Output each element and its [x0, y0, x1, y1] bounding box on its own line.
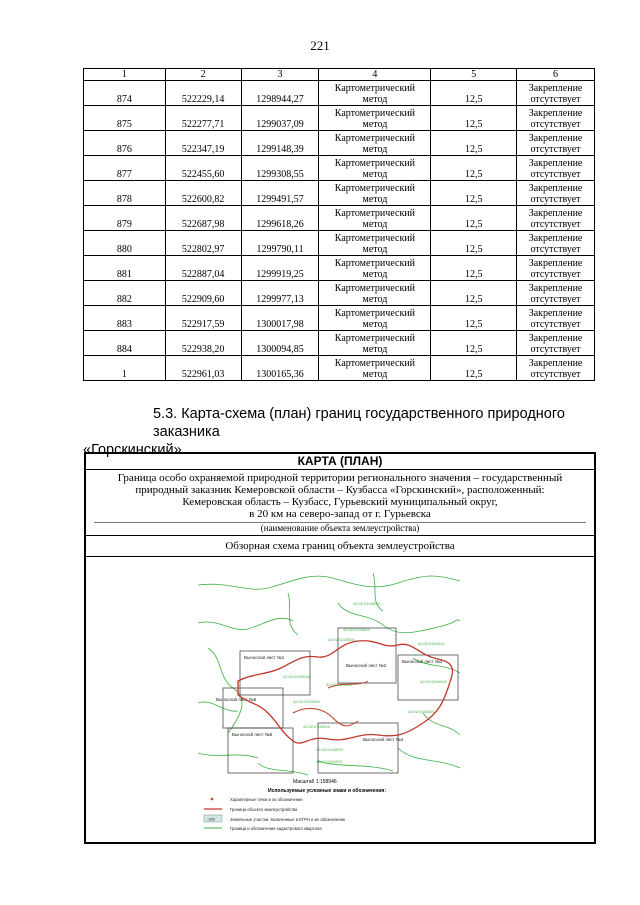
map-title: КАРТА (ПЛАН) — [86, 454, 594, 470]
table-cell — [319, 206, 431, 231]
legend-item-text: Характерные точки и их обозначение — [230, 797, 303, 802]
table-cell-line: отсутствует — [530, 244, 581, 255]
table-cell-line: метод — [362, 169, 388, 180]
table-cell — [517, 281, 595, 306]
sheet-label: Выносной лист №6 — [216, 697, 257, 702]
table-header-cell: 4 — [319, 69, 431, 81]
table-row — [84, 231, 595, 256]
map-overview-title: Обзорная схема границ объекта землеустройства — [86, 536, 594, 557]
legend-item-text: Земельные участки, включенные в ЕГРН и их обозначение — [230, 817, 346, 822]
table-cell: 874 — [84, 81, 166, 106]
table-cell-line: Картометрический — [334, 283, 416, 294]
section-heading-line-2: «Горскинский». — [83, 442, 186, 458]
map-overview-area — [86, 557, 594, 833]
table-row — [84, 156, 595, 181]
table-row — [84, 356, 595, 381]
coordinates-table — [83, 68, 595, 381]
table-cell — [319, 281, 431, 306]
table-cell: 522887,04 — [165, 256, 241, 281]
legend-title: Используемые условные знаки и обозначения: — [268, 788, 387, 794]
table-row — [84, 306, 595, 331]
parcel-label: 42:02:0104009 — [316, 747, 343, 752]
table-cell: 12,5 — [431, 81, 517, 106]
table-header-cell: 3 — [241, 69, 319, 81]
map-description — [86, 470, 594, 520]
table-cell: 522600,82 — [165, 181, 241, 206]
table-cell — [319, 181, 431, 206]
table-header-cell: 2 — [165, 69, 241, 81]
table-cell-line: отсутствует — [530, 344, 581, 355]
page-number: 221 — [310, 38, 330, 53]
table-cell-line: отсутствует — [530, 119, 581, 130]
table-cell-line: Закрепление — [528, 83, 583, 94]
table-cell-line: Закрепление — [528, 233, 583, 244]
table-cell: 1298944,27 — [241, 81, 319, 106]
section-heading-line-1: 5.3. Карта-схема (план) границ государственного природного заказника — [153, 406, 565, 440]
table-cell: 522347,19 — [165, 131, 241, 156]
table-cell — [319, 156, 431, 181]
map-plan-box — [84, 452, 596, 844]
legend-parcel-symbol-label: :169 — [207, 816, 215, 822]
table-cell: 1299790,11 — [241, 231, 319, 256]
table-row — [84, 106, 595, 131]
table-cell-line: Картометрический — [334, 233, 416, 244]
table-cell: 12,5 — [431, 156, 517, 181]
table-cell: 12,5 — [431, 231, 517, 256]
table-cell-line: Картометрический — [334, 183, 416, 194]
table-cell-line: Закрепление — [528, 258, 583, 269]
table-cell-line: Закрепление — [528, 208, 583, 219]
table-cell: 883 — [84, 306, 166, 331]
table-cell: 882 — [84, 281, 166, 306]
table-cell: 884 — [84, 331, 166, 356]
table-cell: 1299618,26 — [241, 206, 319, 231]
table-cell-line: метод — [362, 119, 388, 130]
map-description-line: в 20 км на северо-запад от г. Гурьевска — [249, 508, 431, 520]
table-cell: 1300165,36 — [241, 356, 319, 381]
table-cell-line: Закрепление — [528, 308, 583, 319]
table-cell: 1 — [84, 356, 166, 381]
parcel-label: 42:02:0103016 — [283, 674, 310, 679]
table-row — [84, 256, 595, 281]
table-cell-line: Картометрический — [334, 258, 416, 269]
table-cell-line: Закрепление — [528, 333, 583, 344]
table-cell-line: Картометрический — [334, 208, 416, 219]
table-cell-line: Закрепление — [528, 108, 583, 119]
table-cell-line: метод — [362, 294, 388, 305]
table-row — [84, 81, 595, 106]
legend-point-symbol — [211, 798, 214, 801]
table-cell: 12,5 — [431, 256, 517, 281]
table-cell-line: Закрепление — [528, 158, 583, 169]
table-cell — [517, 356, 595, 381]
table-cell — [517, 306, 595, 331]
parcel-label: 42:02:0104037 — [316, 759, 343, 764]
table-cell: 878 — [84, 181, 166, 206]
section-heading — [83, 405, 595, 459]
table-cell-line: Картометрический — [334, 133, 416, 144]
table-cell: 12,5 — [431, 206, 517, 231]
table-cell: 1299491,57 — [241, 181, 319, 206]
table-cell-line: Картометрический — [334, 358, 416, 369]
table-cell-line: метод — [362, 269, 388, 280]
table-cell-line: Закрепление — [528, 358, 583, 369]
legend-item-text: Граница объекта землеустройства — [230, 807, 298, 812]
table-cell: 875 — [84, 106, 166, 131]
table-cell: 12,5 — [431, 331, 517, 356]
table-cell: 522277,71 — [165, 106, 241, 131]
table-cell-line: метод — [362, 244, 388, 255]
table-cell-line: Закрепление — [528, 133, 583, 144]
table-cell: 1300094,85 — [241, 331, 319, 356]
table-cell: 12,5 — [431, 131, 517, 156]
table-cell: 1299919,25 — [241, 256, 319, 281]
table-cell — [319, 106, 431, 131]
table-cell — [517, 81, 595, 106]
table-cell — [517, 106, 595, 131]
table-cell: 522917,59 — [165, 306, 241, 331]
table-header-row — [84, 69, 595, 81]
legend-item-text: Граница и обозначение кадастрового квартала — [230, 826, 322, 831]
table-cell — [319, 231, 431, 256]
table-cell: 522687,98 — [165, 206, 241, 231]
table-cell-line: Закрепление — [528, 183, 583, 194]
table-cell: 12,5 — [431, 306, 517, 331]
table-cell: 1299977,13 — [241, 281, 319, 306]
table-cell-line: метод — [362, 194, 388, 205]
table-cell-line: отсутствует — [530, 169, 581, 180]
sheet-label: Выносной лист №1 — [244, 655, 285, 660]
table-cell-line: Картометрический — [334, 308, 416, 319]
table-cell-line: метод — [362, 369, 388, 380]
table-cell: 880 — [84, 231, 166, 256]
table-cell — [319, 131, 431, 156]
table-cell-line: Картометрический — [334, 83, 416, 94]
table-cell — [319, 256, 431, 281]
table-cell: 522455,60 — [165, 156, 241, 181]
parcel-label: 42:02:0103003 — [343, 627, 370, 632]
table-cell — [517, 206, 595, 231]
table-cell — [319, 331, 431, 356]
table-cell: 881 — [84, 256, 166, 281]
table-cell: 522229,14 — [165, 81, 241, 106]
parcel-label: 42:02:0104003 — [353, 601, 380, 606]
table-cell: 522802,97 — [165, 231, 241, 256]
table-cell — [319, 356, 431, 381]
map-description-line: Кемеровская область – Кузбасс, Гурьевский муниципальный округ, — [182, 496, 498, 508]
parcel-label: 42:02:0103002 — [326, 682, 353, 687]
table-cell-line: отсутствует — [530, 369, 581, 380]
table-cell: 12,5 — [431, 281, 517, 306]
sheet-label: Выносной лист №3 — [402, 659, 443, 664]
table-cell-line: метод — [362, 219, 388, 230]
table-cell: 1299037,09 — [241, 106, 319, 131]
table-cell: 522938,20 — [165, 331, 241, 356]
table-cell-line: отсутствует — [530, 94, 581, 105]
table-cell — [517, 331, 595, 356]
table-cell: 12,5 — [431, 106, 517, 131]
table-cell — [319, 306, 431, 331]
table-cell: 522961,03 — [165, 356, 241, 381]
parcel-label: 42:02:0103004 — [328, 637, 355, 642]
sheet-label: Выносной лист №2 — [346, 663, 387, 668]
table-cell: 876 — [84, 131, 166, 156]
table-header-cell: 1 — [84, 69, 166, 81]
table-cell-line: метод — [362, 319, 388, 330]
table-cell-line: отсутствует — [530, 294, 581, 305]
table-cell: 522909,60 — [165, 281, 241, 306]
parcel-label: 42:02:0104030 — [420, 679, 447, 684]
parcel-label: 42:02:0104012 — [418, 641, 445, 646]
table-cell-line: метод — [362, 94, 388, 105]
table-row — [84, 281, 595, 306]
overview-map-image — [198, 563, 460, 831]
table-cell: 877 — [84, 156, 166, 181]
table-row — [84, 181, 595, 206]
parcel-label: 42:02:0104034 — [293, 699, 320, 704]
table-cell — [517, 181, 595, 206]
table-cell-line: отсутствует — [530, 319, 581, 330]
table-row — [84, 206, 595, 231]
table-cell-line: метод — [362, 144, 388, 155]
table-cell: 879 — [84, 206, 166, 231]
table-cell-line: Картометрический — [334, 333, 416, 344]
map-scale: Масштаб 1:158946 — [293, 779, 337, 785]
table-cell — [319, 81, 431, 106]
table-header-cell: 5 — [431, 69, 517, 81]
table-cell-line: метод — [362, 344, 388, 355]
table-cell: 1300017,98 — [241, 306, 319, 331]
map-description-line: природный заказник Кемеровской области – Кузбасса «Горскинский», расположенный: — [135, 484, 545, 496]
sheet-label: Выносной лист №4 — [363, 737, 404, 742]
table-cell-line: Картометрический — [334, 158, 416, 169]
table-header-cell: 6 — [517, 69, 595, 81]
table-cell — [517, 131, 595, 156]
table-cell-line: Закрепление — [528, 283, 583, 294]
table-cell-line: отсутствует — [530, 219, 581, 230]
map-object-caption: (наименование объекта землеустройства) — [86, 523, 594, 536]
table-cell-line: отсутствует — [530, 144, 581, 155]
table-cell — [517, 231, 595, 256]
table-cell-line: Картометрический — [334, 108, 416, 119]
parcel-label: 42:02:0104001 — [408, 709, 435, 714]
table-cell: 12,5 — [431, 356, 517, 381]
sheet-label: Выносной лист №5 — [232, 732, 273, 737]
table-row — [84, 131, 595, 156]
table-cell — [517, 156, 595, 181]
parcel-label: 42:02:0104015 — [303, 724, 330, 729]
table-row — [84, 331, 595, 356]
table-cell-line: отсутствует — [530, 269, 581, 280]
table-cell: 12,5 — [431, 181, 517, 206]
table-cell: 1299308,55 — [241, 156, 319, 181]
map-description-line: Граница особо охраняемой природной территории регионального значения – государственный — [117, 472, 563, 484]
table-cell: 1299148,39 — [241, 131, 319, 156]
table-cell-line: отсутствует — [530, 194, 581, 205]
table-cell — [517, 256, 595, 281]
